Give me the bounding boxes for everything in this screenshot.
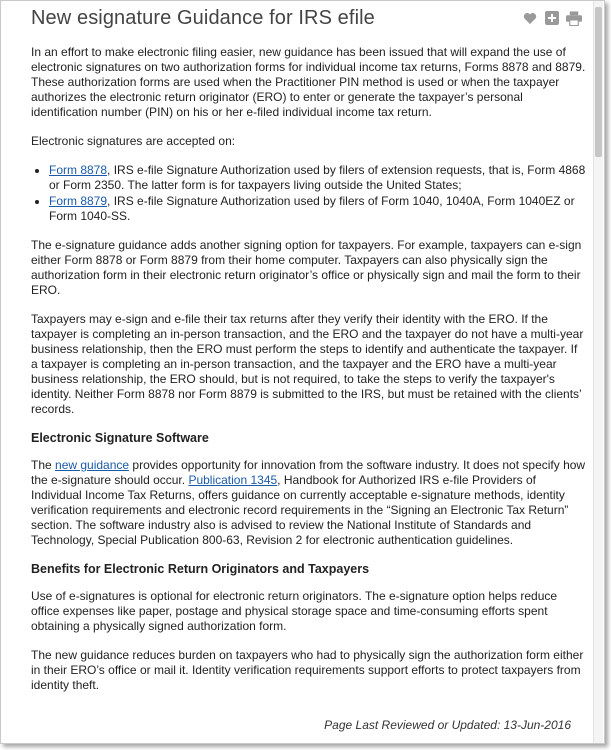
print-icon[interactable]	[566, 10, 582, 26]
new-guidance-link[interactable]: new guidance	[55, 458, 130, 472]
list-item-text: , IRS e-file Signature Authorization used by filers of extension requests, that is, Form 4868 or Form 2350. The latter form is for taxpayers living outside the United States;	[49, 163, 586, 192]
guidance-paragraph: The e-signature guidance adds another signing option for taxpayers. For example, taxpayers can e-sign either Form 8878 or Form 8879 from their home computer. Taxpayers can also physically sign the authorization form in their electronic return originator’s office or physically sign and mail the form to their ERO.	[31, 238, 582, 297]
publication-1345-link[interactable]: Publication 1345	[188, 473, 278, 487]
accepted-on-paragraph: Electronic signatures are accepted on:	[31, 134, 236, 148]
software-paragraph	[31, 458, 586, 548]
form-8879-link[interactable]: Form 8879	[49, 194, 108, 208]
list-item	[49, 163, 586, 193]
plus-icon[interactable]	[544, 10, 560, 26]
scrollbar-thumb[interactable]	[595, 7, 602, 157]
software-text-3: , Handbook for Authorized IRS e-file Providers of Individual Income Tax Returns, offers guidance on currently acceptable e-signature methods, identity verification requirements and electronic record requirements in the “Signing an Electronic Tax Return” section. The software industry also is advised to review the National Institute of Standards and Technology, Special Publication 800-63, Revision 2 for electronic authentication guidelines.	[31, 473, 569, 547]
benefits-paragraph-2: The new guidance reduces burden on taxpayers who had to physically sign the authorization form either in their ERO’s office or mail it. Identity verification requirements support efforts to protect taxpayers from identity theft.	[31, 648, 584, 692]
intro-paragraph: In an effort to make electronic filing easier, new guidance has been issued that will expand the use of electronic signatures on two authorization forms for individual income tax returns, Forms 8878 and 8879. These authorization forms are used when the Practitioner PIN method is used or when the taxpayer authorizes the electronic return originator (ERO) to enter or generate the taxpayer’s personal identification number (PIN) on his or her e-filed individual income tax return.	[31, 45, 586, 119]
software-heading: Electronic Signature Software	[31, 431, 209, 445]
heart-icon[interactable]	[522, 10, 538, 26]
software-text-2: provides opportunity for innovation from the software industry. It does not specify how the e-signature should occur.	[31, 458, 586, 487]
list-item-text: , IRS e-file Signature Authorization used by filers of Form 1040, 1040A, Form 1040EZ or Form 1040-SS.	[49, 194, 575, 223]
article-body	[31, 45, 586, 707]
software-text-1: The	[31, 458, 56, 472]
header-icons	[522, 10, 582, 26]
last-reviewed: Page Last Reviewed or Updated: 13-Jun-2016	[324, 718, 571, 732]
scrollbar[interactable]	[593, 1, 603, 743]
benefits-paragraph-1: Use of e-signatures is optional for electronic return originators. The e-signature option helps reduce office expenses like paper, postage and physical storage space and time-consuming efforts spent obtaining a physically signed authorization form.	[31, 589, 558, 633]
form-8878-link[interactable]: Form 8878	[49, 163, 108, 177]
page-title: New esignature Guidance for IRS efile	[31, 7, 375, 29]
verify-paragraph: Taxpayers may e-sign and e-file their tax returns after they verify their identity with the ERO. If the taxpayer is completing an in-person transaction, and the ERO and the taxpayer do not have a multi-year business relationship, then the ERO must perform the steps to identify and authenticate the taxpayer. If a taxpayer is completing an in-person transaction, and the taxpayer and the ERO have a multi-year business relationship, the ERO should, but is not required, to take the steps to verify the taxpayer's identity. Neither Form 8878 nor Form 8879 is submitted to the IRS, but must be retained with the clients’ records.	[31, 312, 584, 416]
list-item	[49, 194, 586, 224]
form-list	[31, 163, 586, 224]
page-header	[1, 1, 604, 35]
benefits-heading: Benefits for Electronic Return Originators and Taxpayers	[31, 562, 370, 576]
